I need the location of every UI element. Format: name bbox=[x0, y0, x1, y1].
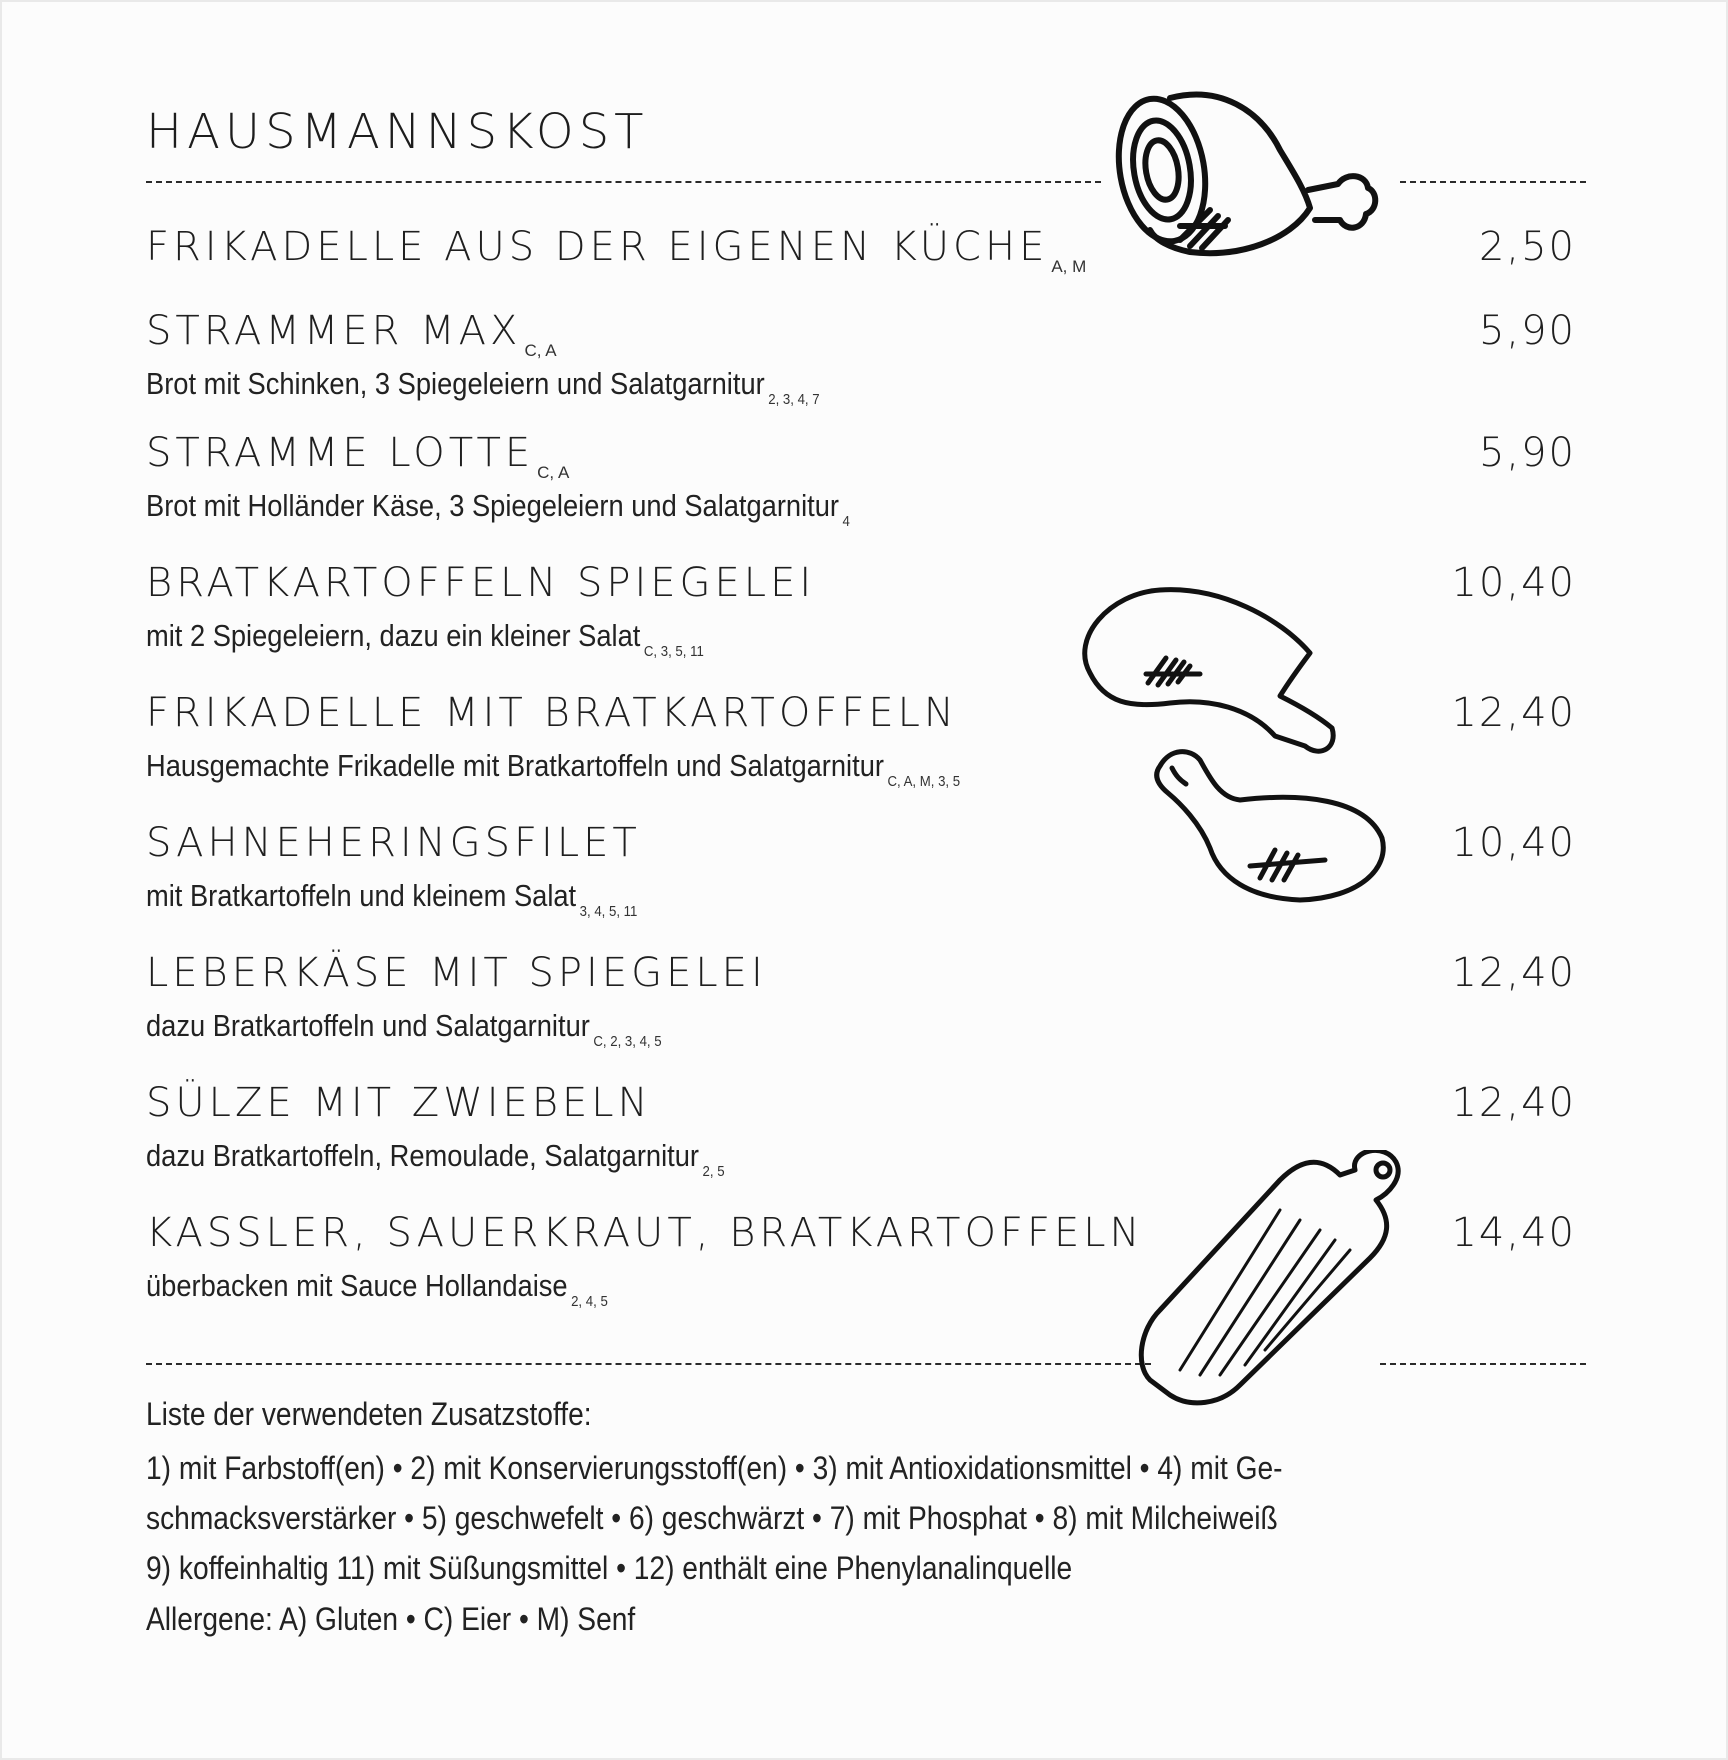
dish-description: Hausgemachte Frikadelle mit Bratkartoffeln und Salatgarnitur $_{C, A, M, 3, 5}$ bbox=[146, 748, 961, 790]
additive-marks: 4 bbox=[842, 513, 850, 530]
dish-description: Brot mit Schinken, 3 Spiegeleiern und Salatgarnitur $_{2, 3, 4, 7}$ bbox=[146, 366, 820, 408]
additives-line: schmacksverstärker • 5) geschwefelt • 6) geschwärzt • 7) mit Phosphat • 8) mit Milcheiweiß bbox=[146, 1500, 1278, 1536]
dish-name: FRIKADELLE AUS DER EIGENEN KÜCHE $_{A, M}$ bbox=[146, 224, 1087, 276]
divider-top-right bbox=[1400, 181, 1586, 183]
dish-price: 10,40 bbox=[1451, 820, 1576, 866]
dish-name: FRIKADELLE MIT BRATKARTOFFELN bbox=[146, 690, 958, 736]
dish-name: SAHNEHERINGSFILET bbox=[146, 820, 641, 866]
dish-description: Brot mit Holländer Käse, 3 Spiegeleiern und Salatgarnitur $_4$ bbox=[146, 488, 850, 530]
divider-bottom-left bbox=[146, 1363, 1151, 1365]
ham-icon bbox=[1110, 80, 1390, 270]
dish-name: BRATKARTOFFELN SPIEGELEI bbox=[146, 560, 816, 606]
allergen-marks: C, A bbox=[524, 341, 557, 360]
cutting-board-icon bbox=[1130, 1150, 1430, 1410]
dish-name: LEBERKÄSE MIT SPIEGELEI bbox=[146, 950, 767, 996]
dish-description: dazu Bratkartoffeln und Salatgarnitur $_{C, 2, 3, 4, 5}$ bbox=[146, 1008, 662, 1050]
additive-marks: C, 3, 5, 11 bbox=[643, 643, 704, 660]
additives-legend bbox=[146, 1396, 1378, 1638]
additives-line: 9) koffeinhaltig 11) mit Süßungsmittel • 12) enthält eine Phenylanalinquelle bbox=[146, 1550, 1073, 1586]
dish-name: KASSLER, SAUERKRAUT, BRATKARTOFFELN bbox=[146, 1210, 1144, 1256]
dish-description: mit Bratkartoffeln und kleinem Salat $_{3, 4, 5, 11}$ bbox=[146, 878, 638, 920]
additives-list bbox=[146, 1443, 1554, 1593]
page-title: HAUSMANNSKOST bbox=[146, 104, 649, 160]
allergens-label: Allergene: bbox=[146, 1601, 273, 1637]
allergens-list: A) Gluten • C) Eier • M) Senf bbox=[279, 1601, 636, 1637]
dish-price: 5,90 bbox=[1478, 308, 1576, 354]
dish-price: 14,40 bbox=[1451, 1210, 1576, 1256]
additive-marks: 3, 4, 5, 11 bbox=[579, 903, 638, 920]
dish-name: STRAMMER MAX $_{C, A}$ bbox=[146, 308, 557, 360]
dish-price: 5,90 bbox=[1478, 430, 1576, 476]
dish-description: dazu Bratkartoffeln, Remoulade, Salatgarnitur $_{2, 5}$ bbox=[146, 1138, 725, 1180]
additive-marks: 2, 5 bbox=[702, 1163, 725, 1180]
additives-heading: Liste der verwendeten Zusatzstoffe: bbox=[146, 1396, 592, 1432]
dish-description: mit 2 Spiegeleiern, dazu ein kleiner Salat $_{C, 3, 5, 11}$ bbox=[146, 618, 704, 660]
additive-marks: C, A, M, 3, 5 bbox=[887, 773, 961, 790]
allergen-marks: A, M bbox=[1051, 257, 1087, 276]
allergen-marks: C, A bbox=[537, 463, 570, 482]
drumstick-icon bbox=[1150, 738, 1400, 913]
dish-price: 12,40 bbox=[1451, 950, 1576, 996]
dish-price: 10,40 bbox=[1451, 560, 1576, 606]
dish-price: 12,40 bbox=[1451, 690, 1576, 736]
dish-name: STRAMME LOTTE $_{C, A}$ bbox=[146, 430, 570, 482]
dish-name: SÜLZE MIT ZWIEBELN bbox=[146, 1080, 652, 1126]
dish-price: 2,50 bbox=[1478, 224, 1576, 270]
divider-top-left bbox=[146, 181, 1101, 183]
additive-marks: 2, 4, 5 bbox=[571, 1293, 608, 1310]
dish-price: 12,40 bbox=[1451, 1080, 1576, 1126]
additives-line: 1) mit Farbstoff(en) • 2) mit Konservierungsstoff(en) • 3) mit Antioxidationsmittel • 4) mit Ge- bbox=[146, 1450, 1283, 1486]
dish-description: überbacken mit Sauce Hollandaise $_{2, 4, 5}$ bbox=[146, 1268, 608, 1310]
allergens-line bbox=[146, 1601, 1378, 1638]
additive-marks: 2, 3, 4, 7 bbox=[768, 391, 820, 408]
additive-marks: C, 2, 3, 4, 5 bbox=[593, 1033, 662, 1050]
